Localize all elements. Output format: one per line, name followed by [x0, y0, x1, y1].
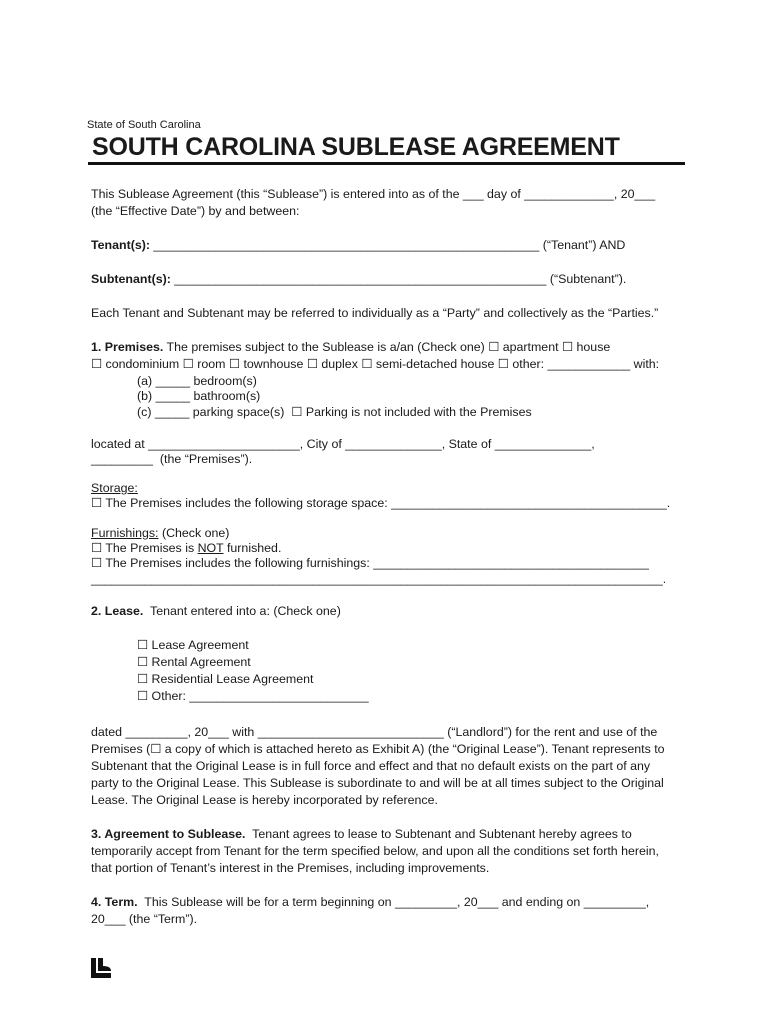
lease-para-1: dated _________, 20___ with ___________________________ (“Landlord”) for the rent and use of the — [91, 725, 658, 739]
lease-option-3: ☐ Residential Lease Agreement — [137, 672, 314, 686]
lease-option-4: ☐ Other: __________________________ — [137, 689, 369, 703]
premises-item-b: (b) _____ bathroom(s) — [137, 389, 261, 403]
subtenant-line — [91, 271, 626, 288]
premises-heading: 1. Premises. — [91, 340, 164, 354]
agreement-heading: 3. Agreement to Sublease. — [91, 827, 246, 841]
legal-templates-logo-icon — [91, 958, 111, 978]
premises-type-text: The premises subject to the Sublease is a/an (Check one) ☐ apartment ☐ house — [163, 340, 611, 354]
premises-line-2: ☐ condominium ☐ room ☐ townhouse ☐ duplex ☐ semi-detached house ☐ other: ____________ with: — [91, 357, 660, 371]
lease-para-4: party to the Original Lease. This Sublease is subordinate to and will be at all times subject to the Original — [91, 776, 664, 790]
agreement-line-3: that portion of Tenant’s interest in the Premises, including improvements. — [91, 861, 490, 875]
storage-line: ☐ The Premises includes the following storage space: ________________________________________. — [91, 496, 671, 510]
agreement-line-2: temporarily accept from Tenant for the term specified below, and upon all the conditions set forth herein, — [91, 844, 659, 858]
agreement-line-1 — [91, 826, 632, 843]
furnishings-opt1-post: furnished. — [223, 541, 282, 555]
tenant-line — [91, 237, 625, 254]
term-text-1: This Sublease will be for a term beginning on _________, 20___ and ending on _________, — [137, 895, 650, 909]
furnishings-opt1-pre: ☐ The Premises is — [91, 541, 198, 555]
term-line-1 — [91, 894, 649, 911]
furnishings-check-note: (Check one) — [158, 526, 230, 540]
location-line-1: located at ______________________, City of ______________, State of ______________, — [91, 437, 595, 451]
intro-line-2: (the “Effective Date”) by and between: — [91, 204, 300, 218]
lease-line — [91, 603, 341, 620]
subtenant-blank: ______________________________________________________ (“Subtenant”). — [170, 272, 627, 286]
term-line-2: 20___ (the “Term”). — [91, 912, 198, 926]
state-label: State of South Carolina — [87, 119, 201, 131]
document-title: SOUTH CAROLINA SUBLEASE AGREEMENT — [92, 133, 620, 161]
agreement-text-1: Tenant agrees to lease to Subtenant and Subtenant hereby agrees to — [245, 827, 632, 841]
subtenant-label: Subtenant(s): — [91, 272, 171, 286]
furnishings-option-2: ☐ The Premises includes the following furnishings: ________________________________________ — [91, 556, 649, 570]
lease-heading: 2. Lease. — [91, 604, 144, 618]
lease-para-2: Premises (☐ a copy of which is attached hereto as Exhibit A) (the “Original Lease”). Tenant represents to — [91, 742, 665, 756]
location-line-2: _________ (the “Premises”). — [91, 452, 253, 466]
lease-para-5: Lease. The Original Lease is hereby incorporated by reference. — [91, 793, 438, 807]
lease-intro: Tenant entered into a: (Check one) — [143, 604, 341, 618]
storage-heading-text: Storage: — [91, 481, 138, 495]
lease-option-1: ☐ Lease Agreement — [137, 638, 249, 652]
lease-option-2: ☐ Rental Agreement — [137, 655, 251, 669]
furnishings-heading-text: Furnishings: — [91, 526, 159, 540]
premises-item-a: (a) _____ bedroom(s) — [137, 374, 257, 388]
premises-line-1 — [91, 339, 610, 356]
lease-para-3: Subtenant that the Original Lease is in full force and effect and that no default exists on the part of any — [91, 759, 651, 773]
furnishings-option-2-cont: _____________________________________________________________________________________. — [91, 572, 667, 586]
parties-definition: Each Tenant and Subtenant may be referred to individually as a “Party” and collectively as the “Parties.” — [91, 306, 659, 320]
furnishings-opt1-not: NOT — [197, 541, 224, 555]
premises-item-c: (c) _____ parking space(s) ☐ Parking is not included with the Premises — [137, 405, 532, 419]
intro-line-1: This Sublease Agreement (this “Sublease”) is entered into as of the ___ day of _____________, 20___ — [91, 187, 656, 201]
title-rule — [88, 162, 685, 165]
tenant-label: Tenant(s): — [91, 238, 150, 252]
tenant-blank: ________________________________________________________ (“Tenant”) AND — [149, 238, 626, 252]
term-heading: 4. Term. — [91, 895, 138, 909]
